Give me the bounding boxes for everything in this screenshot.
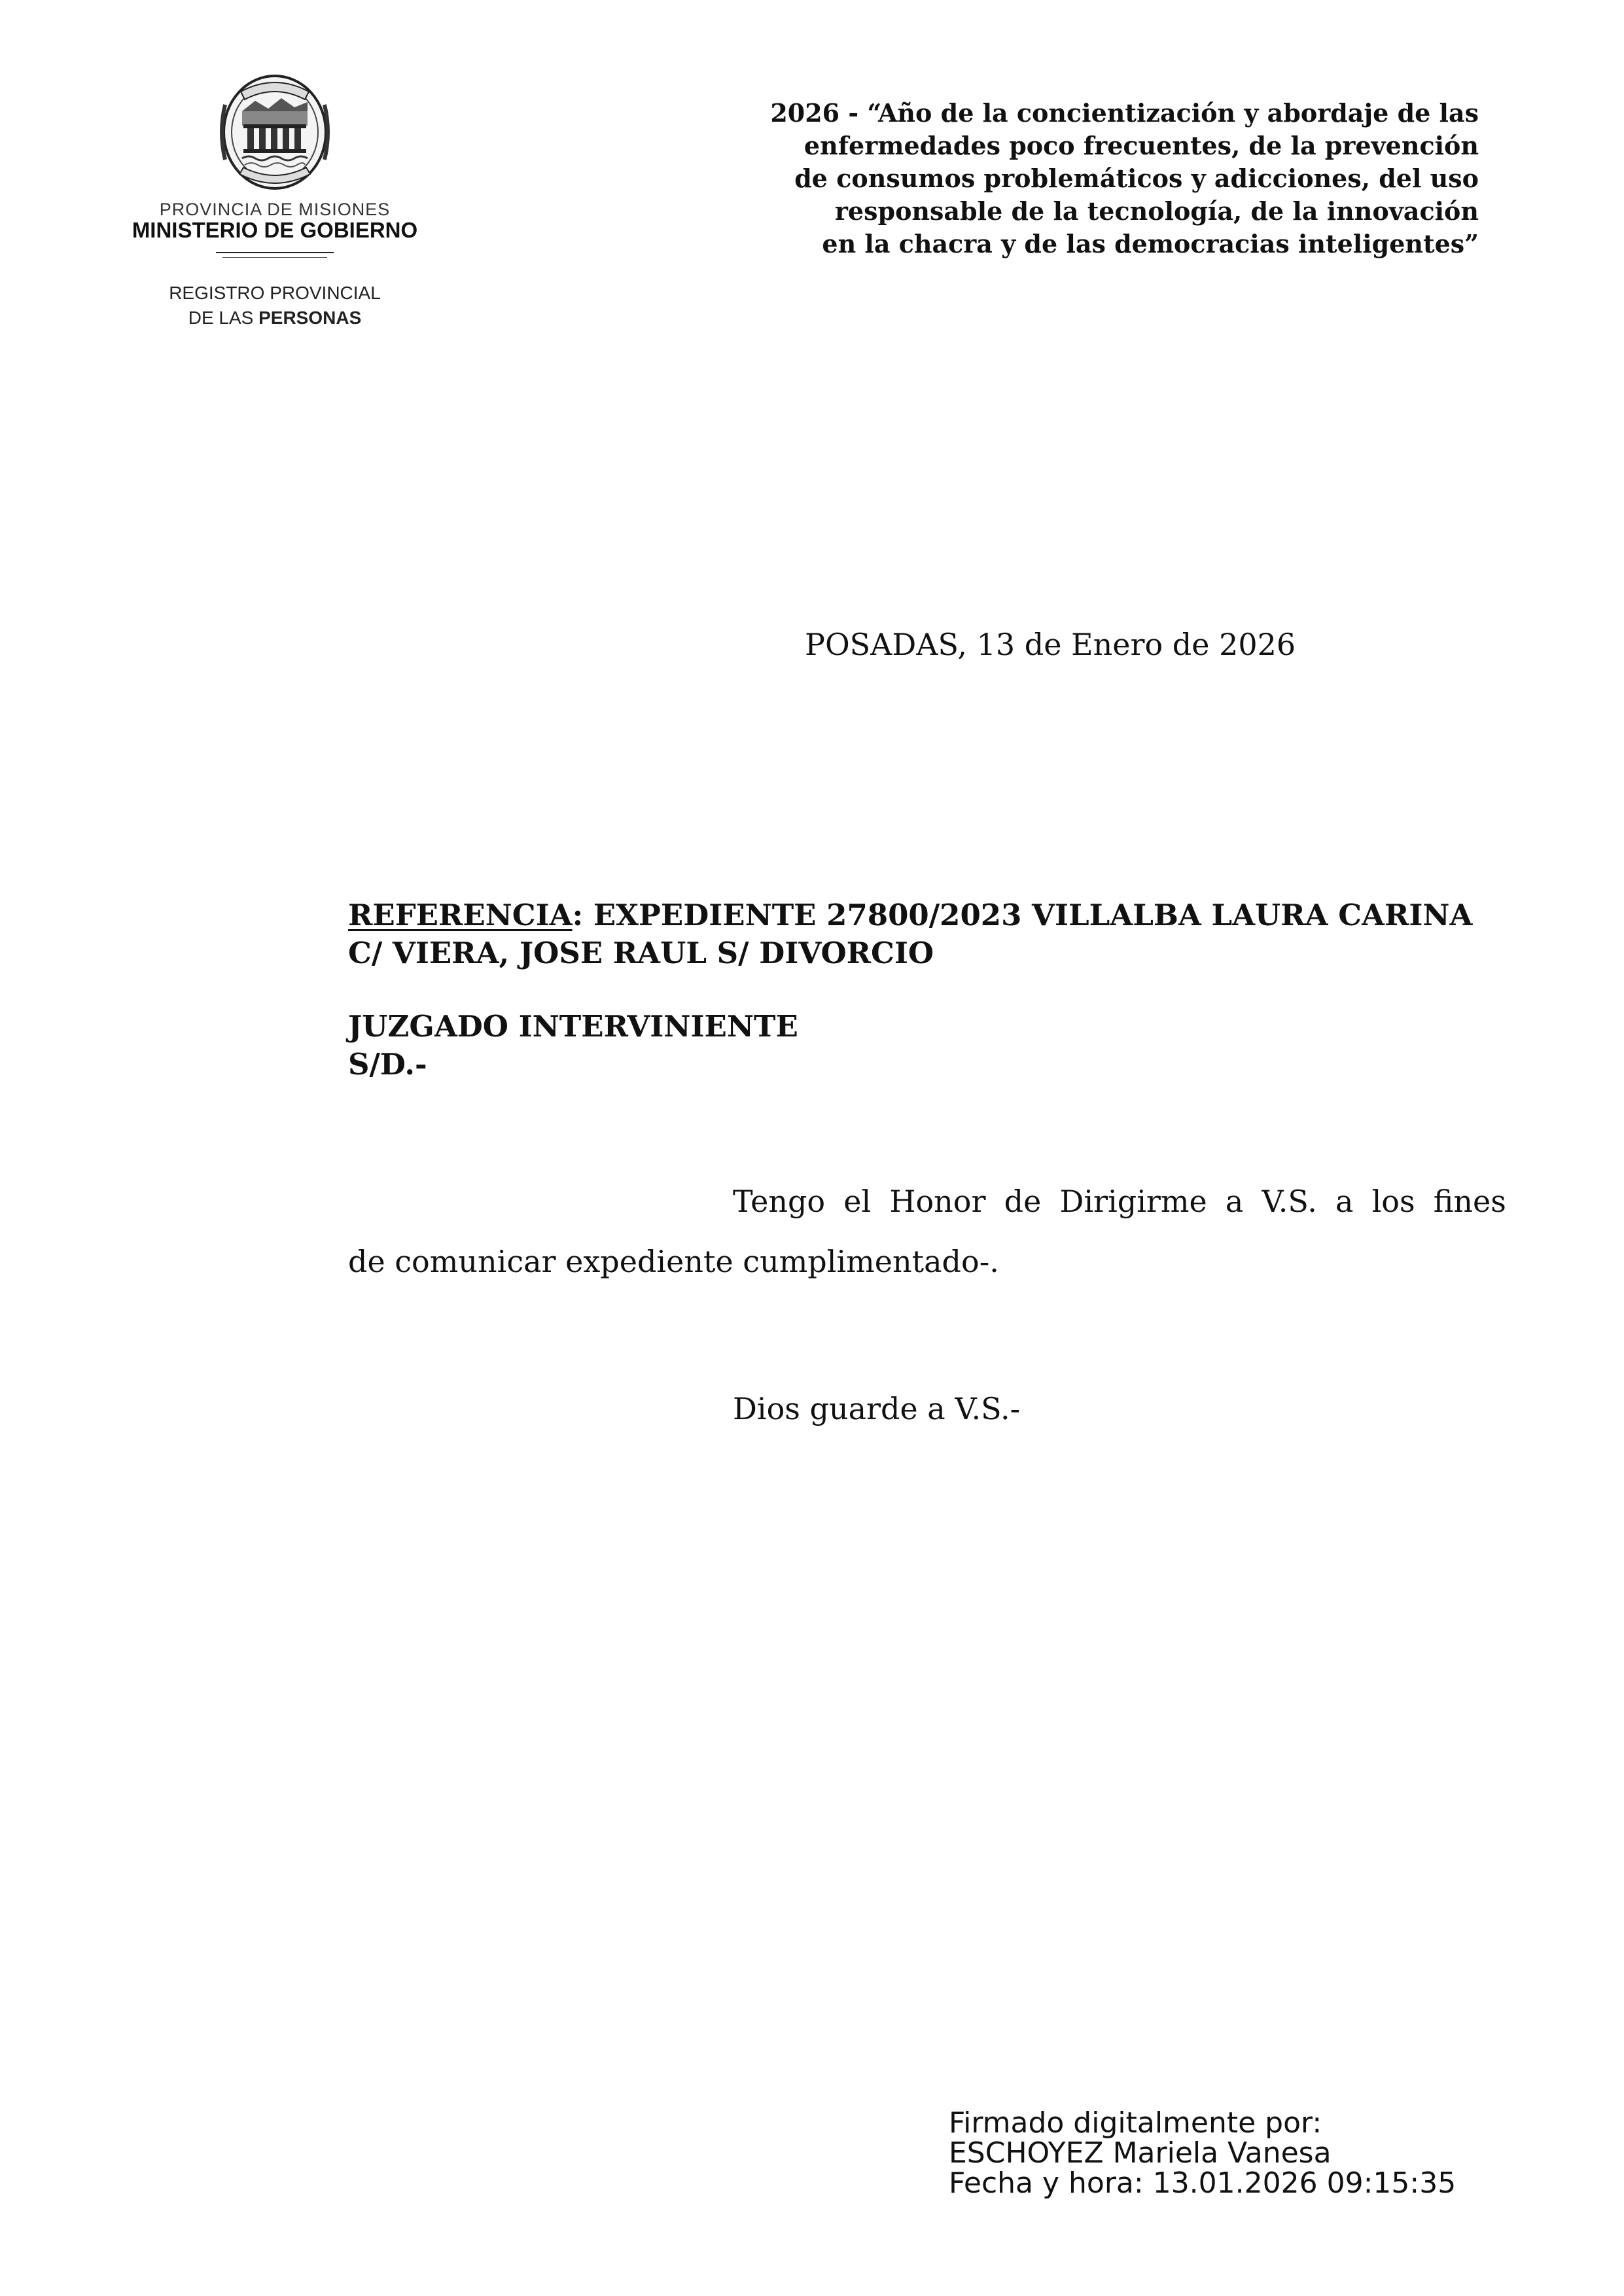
province-name: PROVINCIA DE MISIONES xyxy=(159,200,391,219)
sd-label: S/D.- xyxy=(348,1047,427,1082)
signature-line1: Firmado digitalmente por: xyxy=(949,2106,1322,2140)
registry-bold: PERSONAS xyxy=(258,308,362,328)
digital-signature xyxy=(949,2108,1456,2199)
body-line1 xyxy=(733,1171,1506,1231)
reference-text: : EXPEDIENTE 27800/2023 VILLALBA LAURA CARINA xyxy=(572,898,1473,932)
reference-line2: C/ VIERA, JOSE RAUL S/ DIVORCIO xyxy=(348,936,934,970)
body-paragraph xyxy=(348,1171,1506,1292)
provincial-seal-icon xyxy=(216,72,334,196)
reference-label: REFERENCIA xyxy=(348,898,573,932)
body-word: de xyxy=(1004,1184,1042,1219)
reference-block xyxy=(348,896,1500,972)
registry-title-line2 xyxy=(121,308,429,328)
date-line: POSADAS, 13 de Enero de 2026 xyxy=(805,627,1296,662)
body-word: Dirigirme xyxy=(1059,1184,1207,1219)
reference-line1 xyxy=(348,896,1500,934)
body-word: los xyxy=(1371,1184,1415,1219)
body-word: a xyxy=(1225,1184,1244,1219)
addressee-block xyxy=(348,1008,798,1084)
motto-line: de consumos problemáticos y adicciones, del uso xyxy=(794,164,1479,193)
body-word: a xyxy=(1335,1184,1354,1219)
closing-salutation: Dios guarde a V.S.- xyxy=(733,1391,1021,1426)
body-word: el xyxy=(843,1184,872,1219)
signature-name: ESCHOYEZ Mariela Vanesa xyxy=(949,2136,1332,2170)
body-line2: de comunicar expediente cumplimentado-. xyxy=(348,1244,999,1279)
body-word: Honor xyxy=(889,1184,986,1219)
registry-title-line1: REGISTRO PROVINCIAL xyxy=(169,283,381,303)
motto-line: responsable de la tecnología, de la innovación xyxy=(834,196,1479,226)
ministry-name: MINISTERIO DE GOBIERNO xyxy=(132,218,418,242)
body-word: fines xyxy=(1433,1184,1506,1219)
court-name: JUZGADO INTERVINIENTE xyxy=(348,1009,798,1044)
registry-prefix: DE LAS xyxy=(188,308,259,328)
body-word: Tengo xyxy=(733,1184,826,1219)
body-word: V.S. xyxy=(1262,1184,1317,1219)
signature-timestamp: Fecha y hora: 13.01.2026 09:15:35 xyxy=(949,2166,1456,2200)
year-motto xyxy=(674,97,1479,260)
ministry-divider-secondary xyxy=(222,257,327,258)
ministry-divider xyxy=(216,252,334,253)
motto-line: enfermedades poco frecuentes, de la prevención xyxy=(803,131,1479,160)
motto-line: 2026 - “Año de la concientización y abordaje de las xyxy=(770,98,1479,128)
motto-line: en la chacra y de las democracias inteligentes” xyxy=(822,229,1479,258)
